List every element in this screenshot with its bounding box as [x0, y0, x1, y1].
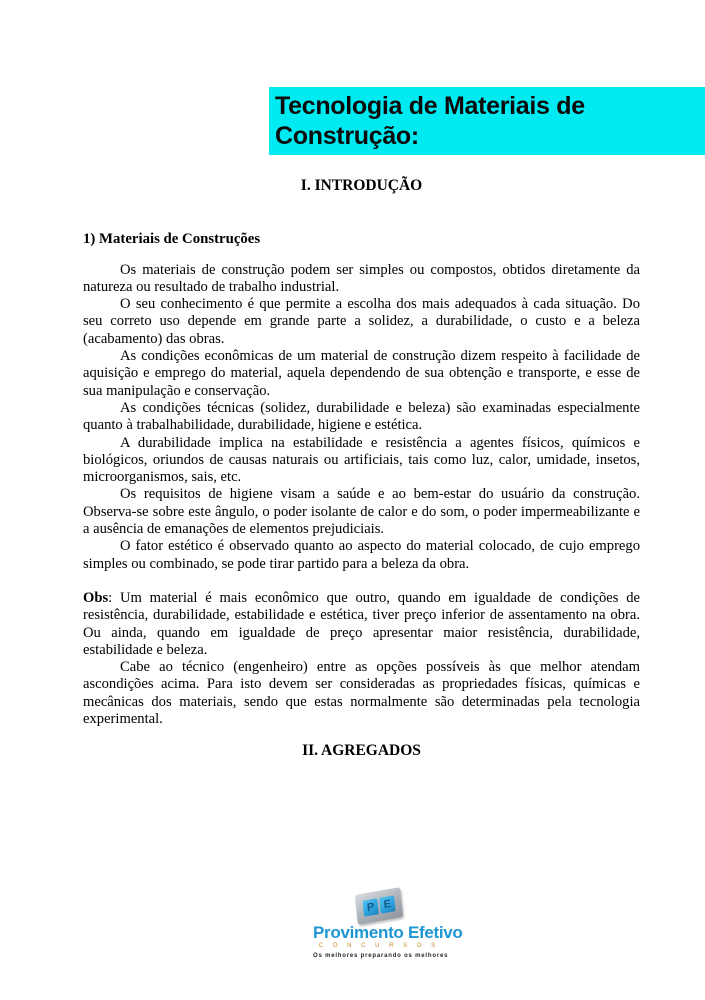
obs-label: Obs: [83, 589, 109, 606]
section-heading-agregados: II. AGREGADOS: [302, 742, 421, 760]
paragraph: Os materiais de construção podem ser simples ou compostos, obtidos diretamente da natureza ou resultado de trabalho industrial.: [83, 261, 640, 295]
brand-cube-letter-p: P: [362, 898, 378, 917]
paragraph: As condições econômicas de um material de construção dizem respeito à facilidade de aquisição e emprego do material, aquela dependendo de sua obtenção e transporte, e esse de sua manipulação e conservação.: [83, 348, 640, 399]
section-heading-introducao: I. INTRODUÇÃO: [300, 177, 423, 194]
footer-logo: [313, 891, 463, 960]
paragraph: A durabilidade implica na estabilidade e resistência a agentes físicos, químicos e biológicos, oriundos de causas naturais ou artificiais, tais como luz, calor, umidade, insetos, microorganismos, sais, etc.: [83, 434, 640, 486]
brand-category: C O N C U R S O S: [318, 943, 440, 949]
brand-name: Provimento Efetivo: [313, 923, 463, 942]
document-title-text: Tecnologia de Materiais de Construção:: [269, 87, 705, 155]
obs-paragraph: [83, 590, 640, 659]
paragraph: Os requisitos de higiene visam a saúde e ao bem-estar do usuário da construção. Observa-se sobre este ângulo, o poder isolante de calor e do som, o poder impermeabilizante e a ausência de emanações de elementos prejudiciais.: [83, 486, 640, 538]
subsection-heading-materiais: 1) Materiais de Construções: [83, 231, 261, 248]
document-body: [83, 170, 640, 760]
document-title: [269, 87, 705, 155]
obs-text: : Um material é mais econômico que outro, quando em igualdade de condições de resistência, durabilidade, estabilidade e estética, tiver preço inferior de assentamento na obra. Ou ainda, quando em igualdade de preço apresentar maior resistência, durabilidade, estabilidade e beleza.: [83, 589, 640, 658]
brand-cube-icon: [355, 887, 403, 925]
paragraph: O fator estético é observado quanto ao aspecto do material colocado, de cujo emprego simples ou combinado, se pode tirar partido para a beleza da obra.: [83, 538, 640, 572]
paragraph: As condições técnicas (solidez, durabilidade e beleza) são examinadas especialmente quanto à trabalhabilidade, durabilidade, higiene e estética.: [83, 399, 640, 434]
brand-cube-letter-e: E: [379, 895, 395, 914]
brand-tagline: Os melhores preparando os melhores: [313, 953, 449, 959]
paragraph: O seu conhecimento é que permite a escolha dos mais adequados à cada situação. Do seu correto uso depende em grande parte a solidez, a durabilidade, o custo e a beleza (acabamento) das obras.: [83, 296, 640, 347]
closing-paragraph: Cabe ao técnico (engenheiro) entre as opções possíveis às que melhor atendam ascondições acima. Para isto devem ser consideradas as propriedades físicas, químicas e mecânicas dos materiais, sendo que estas normalmente são determinadas pela tecnologia experimental.: [83, 659, 640, 728]
